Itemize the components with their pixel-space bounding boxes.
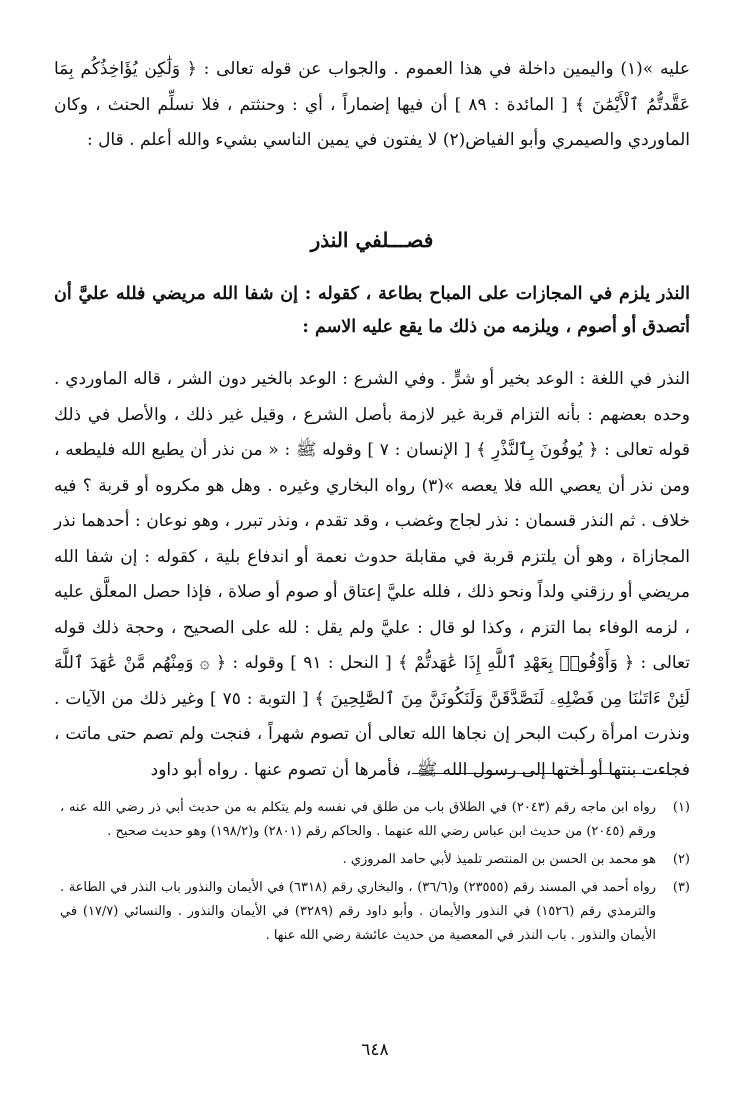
footnote bbox=[60, 796, 690, 844]
intro-paragraph: عليه »(١) واليمين داخلة في هذا العموم . والجواب عن قوله تعالى : ﴿ وَلَٰكِن يُؤَاخِذُكُم بِمَا عَقَّدتُّمُ ٱلْأَيْمَٰنَ ﴾ [ المائدة : ٨٩ ] أن فيها إضماراً ، أي : وحنثتم ، فلا نسلِّم الحنث ، وكان الماوردي والصيمري وأبو الفياض(٢) لا يفتون في يمين الناسي بشيء والله أعلم . قال : bbox=[54, 59, 691, 150]
footnote-text: هو محمد بن الحسن بن المنتصر تلميذ لأبي حامد المروزي . bbox=[342, 852, 656, 867]
footnote-number: (١) bbox=[672, 800, 690, 815]
section-heading-word: فصـــل bbox=[382, 228, 434, 252]
footnotes bbox=[60, 796, 690, 952]
matn-paragraph: النذر يلزم في المجازات على المباح بطاعة ، كقوله : إن شفا الله مريضي فلله عليَّ أن أتصدق أو أصوم ، ويلزمه من ذلك ما يقع عليه الاسم : bbox=[54, 284, 690, 337]
section-heading-title: في النذر bbox=[310, 228, 383, 252]
footnote-text: رواه أحمد في المسند رقم (٢٣٥٥٥) و(٣٦/٦) ، والبخاري رقم (٦٣١٨) في الأيمان والنذور باب النذر في الطاعة . والترمذي رقم (١٥٢٦) في النذور والأيمان . وأبو داود رقم (٣٢٨٩) في الأيمان والنذور . والنسائي (١٧/٧) في الأيمان والنذور . باب النذر في المعصية من حديث عائشة رضي الله عنها . bbox=[60, 880, 657, 943]
commentary-paragraph: النذر في اللغة : الوعد بخير أو شرٍّ . وفي الشرع : الوعد بالخير دون الشر ، قاله الماوردي . وحده بعضهم : بأنه التزام قربة غير لازمة بأصل الشرع ، وقيل غير ذلك ، والأصل في ذلك قوله تعالى : ﴿ يُوفُونَ بِٱلنَّذْرِ ﴾ [ الإنسان : ٧ ] وقوله ﷺ : « من نذر أن يطيع الله فليطعه ، ومن نذر أن يعصي الله فلا يعصه »(٣) رواه البخاري وغيره . وهل هو مكروه أو قربة ؟ فيه خلاف . ثم النذر قسمان : نذر لجاج وغضب ، وقد تقدم ، ونذر تبرر ، وهو نوعان : أحدهما نذر المجازاة ، وهو أن يلتزم قربة في مقابلة حدوث نعمة أو اندفاع بلية ، كقوله : إن شفا الله مريضي أو رزقني ولداً ونحو ذلك ، فلله عليَّ إعتاق أو صوم أو صلاة ، فإذا حصل المعلَّق عليه ، لزمه الوفاء بما التزم ، وكذا لو قال : عليَّ ولم يقل : لله على الصحيح ، وحجة ذلك قوله تعالى : ﴿ وَأَوْفُوا۟ بِعَهْدِ ٱللَّهِ إِذَا عَٰهَدتُّمْ ﴾ [ النحل : ٩١ ] وقوله : ﴿ ۞ وَمِنْهُم مَّنْ عَٰهَدَ ٱللَّهَ لَئِنْ ءَاتَىٰنَا مِن فَضْلِهِۦ لَنَصَّدَّقَنَّ وَلَنَكُونَنَّ مِنَ ٱلصَّٰلِحِينَ ﴾ [ التوبة : ٧٥ ] وغير ذلك من الآيات . ونذرت امرأة ركبت البحر إن نجاها الله تعالى أن تصوم شهراً ، فنجت ولم تصم حتى ماتت ، فجاءت بنتها أو أختها إلى رسول الله ﷺ ، فأمرها أن تصوم عنها . رواه أبو داود bbox=[54, 369, 690, 780]
footnote-separator bbox=[412, 773, 672, 774]
footnote bbox=[60, 876, 690, 948]
footnote-text: رواه ابن ماجه رقم (٢٠٤٣) في الطلاق باب من طلق في نفسه ولم يتكلم به من حديث أبي ذر رضي الله عنه ، ورقم (٢٠٤٥) من حديث ابن عباس رضي الله عنهما . والحاكم رقم (٢٨٠١) و(١٩٨/٢) وهو حديث صحيح . bbox=[60, 800, 657, 839]
section-heading bbox=[54, 228, 690, 274]
footnote bbox=[60, 848, 690, 872]
footnote-number: (٣) bbox=[672, 880, 690, 895]
page-number: ٦٤٨ bbox=[361, 1040, 389, 1060]
footnote-number: (٢) bbox=[672, 852, 690, 867]
